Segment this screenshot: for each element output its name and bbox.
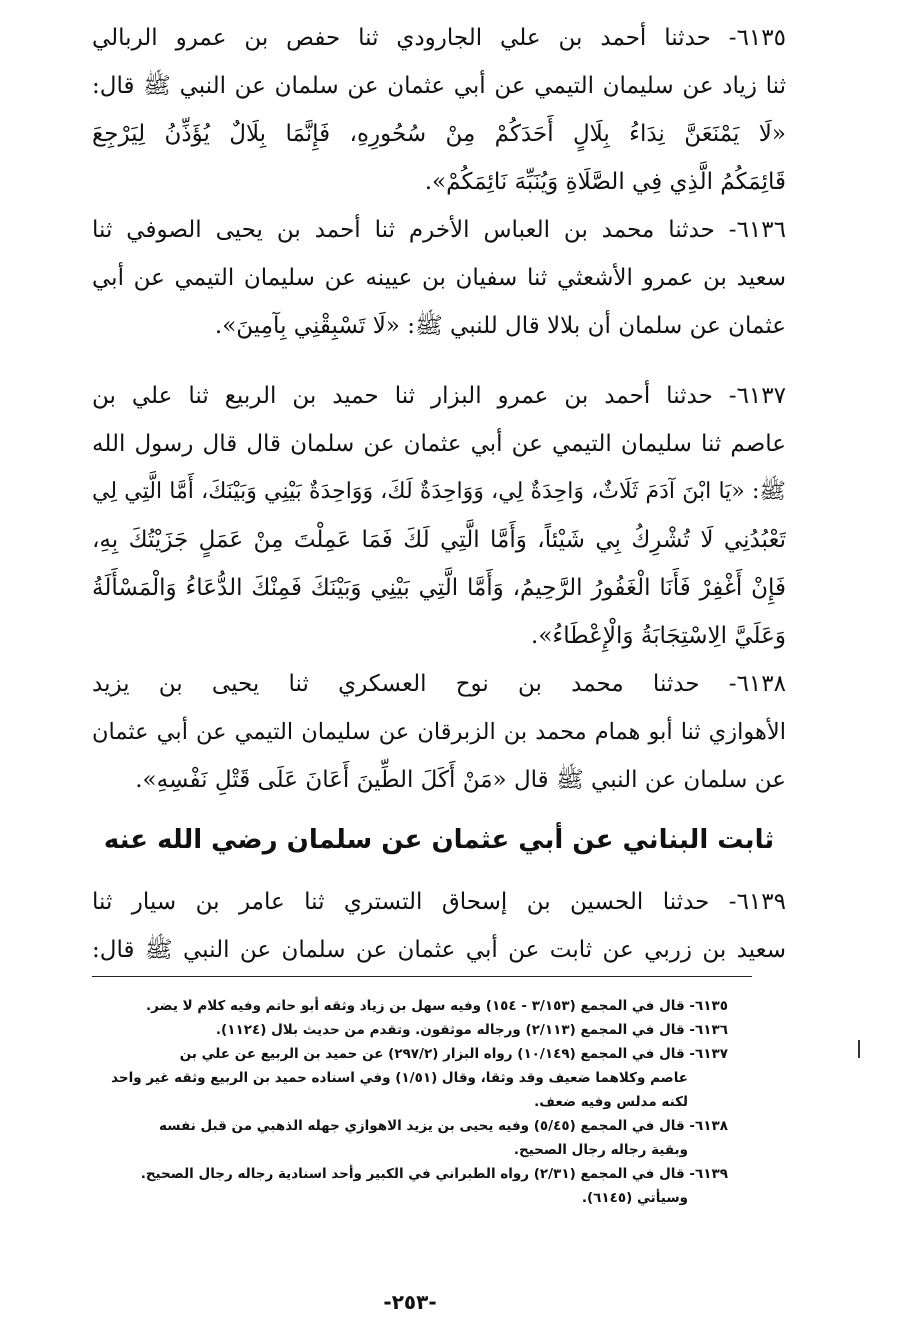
text-line: فَإِنْ أَغْفِرْ فَأَنَا الْغَفُورُ الرَّحِيمُ، وَأَمَّا الَّتِي بَيْنِي وَبَيْنَكَ فَمِنْكَ الدُّعَاءُ وَالْمَسْأَلَةُ xyxy=(92,575,786,601)
footnote-line: ٦١٣٧- قال في المجمع (١٠/١٤٩) رواه البزار (٢٩٧/٢) عن حميد بن الربيع عن علي بن xyxy=(179,1046,728,1062)
text-line: ٦١٣٦- حدثنا محمد بن العباس الأخرم ثنا أحمد بن يحيى الصوفي ثنا xyxy=(92,217,786,243)
text-line: سعيد بن عمرو الأشعثي ثنا سفيان بن عيينه عن سليمان التيمي عن أبي xyxy=(92,265,786,291)
section-heading: ثابت البناني عن أبي عثمان عن سلمان رضي الله عنه xyxy=(103,825,775,855)
footnote-6135 xyxy=(92,994,728,1018)
hadith-6137 xyxy=(92,372,786,660)
text-line: الأهوازي ثنا أبو همام محمد بن الزبرقان عن سليمان التيمي عن أبي عثمان xyxy=(92,719,786,745)
margin-mark xyxy=(858,1040,860,1058)
footnote-6137 xyxy=(92,1042,728,1114)
text-line: ٦١٣٩- حدثنا الحسين بن إسحاق التستري ثنا عامر بن سيار ثنا xyxy=(92,889,786,915)
footnote-6138 xyxy=(92,1114,728,1162)
footnote-6139 xyxy=(92,1162,728,1210)
hadith-6139 xyxy=(92,878,786,974)
text-line: ٦١٣٨- حدثنا محمد بن نوح العسكري ثنا يحيى بن يزيد xyxy=(92,671,786,697)
spacer xyxy=(92,350,786,372)
footnote-divider xyxy=(92,976,752,977)
main-text xyxy=(92,14,786,974)
text-line: تَعْبُدُنِي لَا تُشْرِكُ بِي شَيْئاً، وَأَمَّا الَّتِي لَكَ فَمَا عَمِلْتَ مِنْ عَمَلٍ جَزَيْتُكَ بِهِ، xyxy=(92,527,786,553)
hadith-6136 xyxy=(92,206,786,350)
footnotes xyxy=(92,994,728,1210)
footnote-line: وسيأتي (٦١٤٥). xyxy=(581,1190,688,1206)
footnote-line: عاصم وكلاهما ضعيف وقد وثقا، وقال (١/٥١) وفي اسناده حميد بن الربيع وثقه غير واحد xyxy=(111,1070,688,1086)
hadith-6138 xyxy=(92,660,786,804)
text-line: عن سلمان عن النبي ﷺ قال «مَنْ أَكَلَ الطِّينَ أَعَانَ عَلَى قَتْلِ نَفْسِهِ». xyxy=(135,767,786,793)
footnote-line: لكنه مدلس وفيه ضعف. xyxy=(534,1094,688,1110)
footnote-line: ٦١٣٦- قال في المجمع (٢/١١٣) ورجاله موثقون. وتقدم من حديث بلال (١١٢٤). xyxy=(215,1022,728,1038)
text-line: ثنا زياد عن سليمان التيمي عن أبي عثمان عن سلمان عن النبي ﷺ قال: xyxy=(92,73,786,99)
hadith-6135 xyxy=(92,14,786,206)
text-line: سعيد بن زربي عن ثابت عن أبي عثمان عن سلمان عن النبي ﷺ قال: xyxy=(92,937,786,963)
text-line: عثمان عن سلمان أن بلالا قال للنبي ﷺ: «لَا تَسْبِقْنِي بِآمِينَ». xyxy=(214,313,786,339)
text-line: ٦١٣٧- حدثنا أحمد بن عمرو البزار ثنا حميد بن الربيع ثنا علي بن xyxy=(92,383,786,409)
text-line: ٦١٣٥- حدثنا أحمد بن علي الجارودي ثنا حفص بن عمرو الربالي xyxy=(92,25,786,51)
text-line: عاصم ثنا سليمان التيمي عن أبي عثمان عن سلمان قال قال رسول الله xyxy=(92,431,786,457)
footnote-line: ٦١٣٩- قال في المجمع (٢/٣١) رواه الطبراني في الكبير وأحد اسنادية رجاله رجال الصحيح. xyxy=(140,1166,728,1182)
page-number: -٢٥٣- xyxy=(383,1290,437,1314)
footnote-6136 xyxy=(92,1018,728,1042)
text-line: ﷺ: «يَا ابْنَ آدَمَ ثَلَاثٌ، وَاحِدَةٌ لِي، وَوَاحِدَةٌ لَكَ، وَوَاحِدَةٌ بَيْنِي وَبَيْنَكَ، أَمَّا الَّتِي لِي xyxy=(92,479,786,504)
text-line: قَائِمَكُمُ الَّذِي فِي الصَّلَاةِ وَيُنَبِّهَ نَائِمَكُمْ». xyxy=(424,169,786,195)
footnote-line: ٦١٣٥- قال في المجمع (٣/١٥٣ - ١٥٤) وفيه سهل بن زياد وثقه أبو حاتم وفيه كلام لا يضر. xyxy=(145,998,728,1014)
text-line: «لَا يَمْنَعَنَّ نِدَاءُ بِلَالٍ أَحَدَكُمْ مِنْ سُحُورِهِ، فَإِنَّمَا بِلَالٌ يُؤَذِّنُ لِيَرْجِعَ xyxy=(92,121,786,147)
footnote-line: وبقية رجاله رجال الصحيح. xyxy=(513,1142,688,1158)
text-line: وَعَلَيَّ الِاسْتِجَابَةُ وَالْإِعْطَاءُ». xyxy=(531,623,786,649)
footnote-line: ٦١٣٨- قال في المجمع (٥/٤٥) وفيه يحيى بن يزيد الاهوازي جهله الذهبي من قبل نفسه xyxy=(159,1118,728,1134)
